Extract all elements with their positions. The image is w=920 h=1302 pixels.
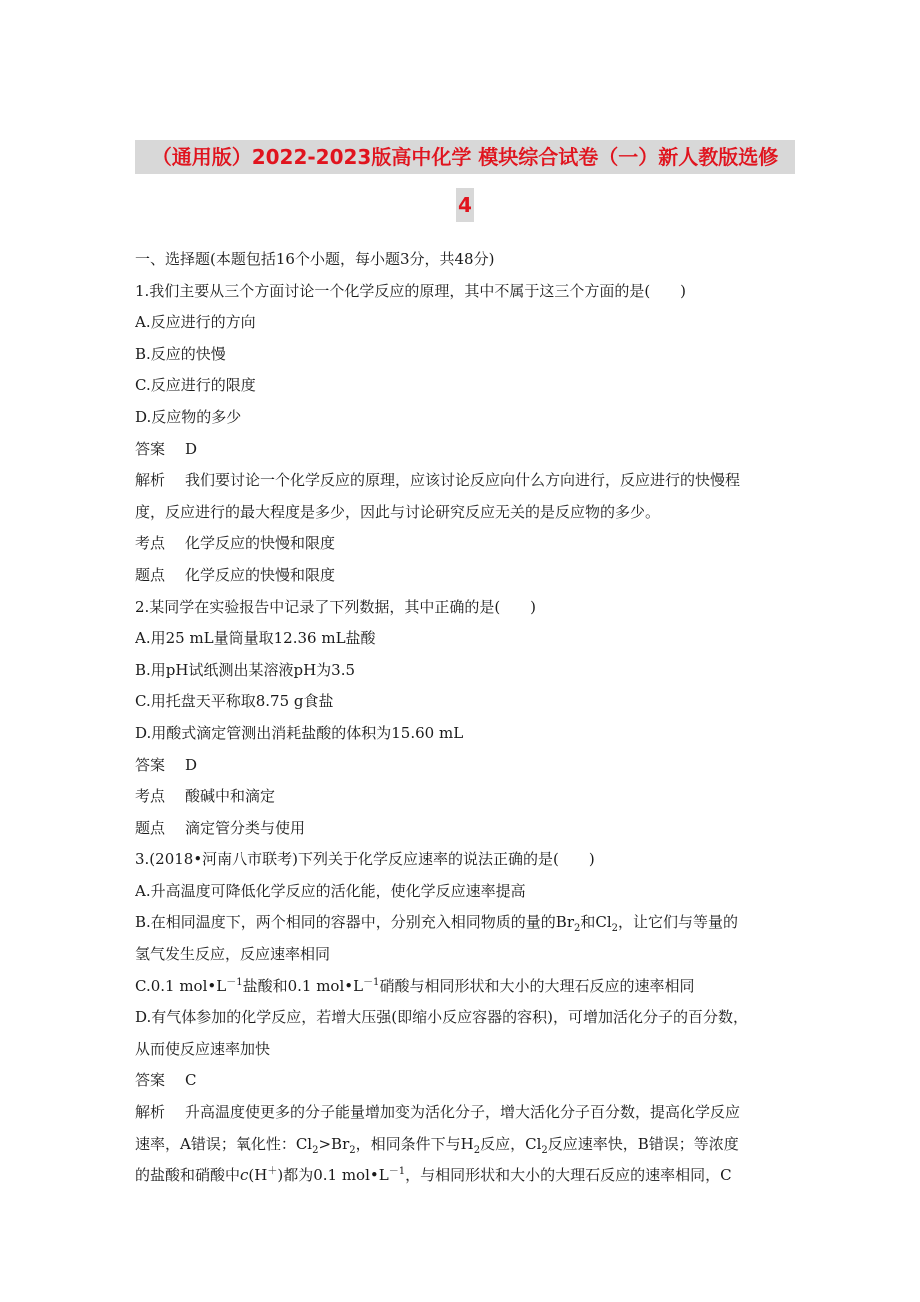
text-run: 反应速率快，B错误；等浓度 [547,1134,739,1153]
kaodian-label: 考点 [135,787,166,806]
q1-option-d: D.反应物的多少 [135,407,242,426]
text-run: ，与相同形状和大小的大理石反应的速率相同，C [405,1166,732,1185]
section-heading: 一、选择题(本题包括16个小题，每小题3分，共48分) [135,250,495,268]
text-run: >Br [318,1134,350,1153]
title-line-1: （通用版）2022-2023版高中化学 模块综合试卷（一）新人教版选修 [135,140,795,174]
text-run: 盐酸和0.1 mol•L [242,976,364,995]
subscript: 2 [574,923,581,935]
text-run: B.在相同温度下，两个相同的容器中，分别充入相同物质的量的Br [135,913,574,932]
answer-value: D [185,755,198,774]
title-line-2: 4 [456,188,474,222]
kaodian-value: 酸碱中和滴定 [185,787,276,806]
analysis-label: 解析 [135,471,166,490]
q2-option-c: C.用托盘天平称取8.75 g食盐 [135,692,334,711]
analysis-label: 解析 [135,1103,166,1122]
subscript: 2 [541,1144,548,1156]
answer-value: C [185,1071,197,1090]
q2-option-d: D.用酸式滴定管测出消耗盐酸的体积为15.60 mL [135,723,464,742]
superscript: ＋ [267,1166,278,1178]
tidian-label: 题点 [135,818,166,837]
q2-kaodian [135,781,795,813]
text-run: C.0.1 mol•L [135,976,227,995]
analysis-text: 升高温度使更多的分子能量增加变为活化分子，增大活化分子百分数，提高化学反应 [185,1103,741,1122]
superscript: －1 [363,976,380,988]
q3-option-d-line-1: D.有气体参加的化学反应，若增大压强(即缩小反应容器的容积)，可增加活化分子的百分数， [135,1008,748,1027]
answer-label: 答案 [135,1071,166,1090]
q3-analysis-line-2 [135,1129,795,1161]
q1-tidian [135,560,795,592]
q3-option-a: A.升高温度可降低化学反应的活化能，使化学反应速率提高 [135,881,526,900]
q3-option-c [135,971,795,1003]
document-title [135,140,795,222]
superscript: －1 [388,1166,406,1178]
q2-answer [135,750,795,782]
subscript: 2 [611,923,619,935]
q3-analysis-line-1 [135,1097,795,1129]
q3-analysis-line-3 [135,1160,795,1192]
q1-analysis-line-1 [135,465,795,497]
q1-option-c: C.反应进行的限度 [135,376,256,395]
q2-option-b: B.用pH试纸测出某溶液pH为3.5 [135,660,356,679]
text-run: 硝酸与相同形状和大小的大理石反应的速率相同 [379,976,695,995]
kaodian-value: 化学反应的快慢和限度 [185,534,336,553]
analysis-text: 我们要讨论一个化学反应的原理，应该讨论反应向什么方向进行，反应进行的快慢程 [185,471,741,490]
subscript: 2 [473,1144,481,1156]
q3-answer [135,1065,795,1097]
text-run: (H [248,1166,268,1185]
q3-option-d-line-2: 从而使反应速率加快 [135,1039,271,1058]
answer-label: 答案 [135,439,166,458]
q2-tidian [135,813,795,845]
q3-option-b-line-1 [135,907,795,939]
q1-stem: 1.我们主要从三个方面讨论一个化学反应的原理，其中不属于这三个方面的是( ) [135,281,687,300]
text-run: 和Cl [580,913,612,932]
kaodian-label: 考点 [135,534,166,553]
q3-stem: 3.(2018•河南八市联考)下列关于化学反应速率的说法正确的是( ) [135,850,595,869]
text-run: )都为0.1 mol•L [277,1166,389,1185]
q1-option-a: A.反应进行的方向 [135,313,256,332]
text-run: ，相同条件下与H [355,1134,474,1153]
text-run: 速率，A错误；氧化性：Cl [135,1134,313,1153]
text-run: ，让它们与等量的 [618,913,739,932]
tidian-value: 化学反应的快慢和限度 [185,565,336,584]
document-body [135,244,795,1192]
q1-analysis-line-2: 度，反应进行的最大程度是多少，因此与讨论研究反应无关的是反应物的多少。 [135,502,661,521]
q3-option-b-line-2: 氢气发生反应，反应速率相同 [135,945,331,964]
text-run: 反应，Cl [480,1134,542,1153]
q1-option-b: B.反应的快慢 [135,344,226,363]
answer-label: 答案 [135,755,166,774]
q1-answer [135,434,795,466]
text-run: 的盐酸和硝酸中 [135,1166,241,1185]
answer-value: D [185,439,198,458]
superscript: －1 [226,976,243,988]
q1-kaodian [135,528,795,560]
subscript: 2 [349,1144,356,1156]
tidian-value: 滴定管分类与使用 [185,818,306,837]
q2-option-a: A.用25 mL量筒量取12.36 mL盐酸 [135,629,376,648]
subscript: 2 [312,1144,319,1156]
italic-symbol: c [240,1166,249,1185]
q2-stem: 2.某同学在实验报告中记录了下列数据，其中正确的是( ) [135,597,537,616]
tidian-label: 题点 [135,565,166,584]
